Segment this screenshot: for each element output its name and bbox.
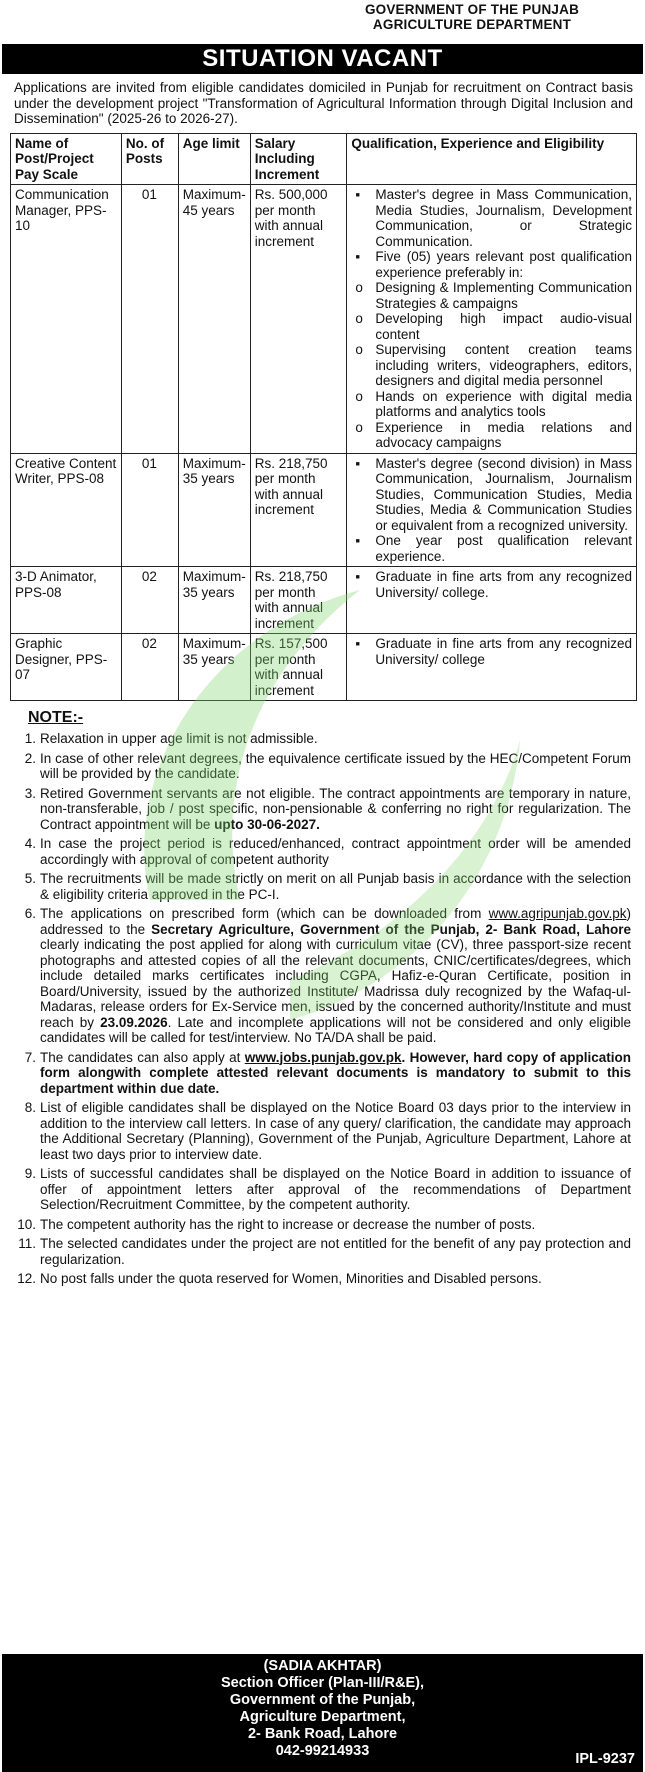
notes-section xyxy=(0,701,645,1287)
note-number: 5. xyxy=(24,871,36,886)
note-item xyxy=(14,786,631,833)
sub-bullet-icon: o xyxy=(355,311,363,326)
qualification-item xyxy=(351,533,632,564)
signatory-designation: Section Officer (Plan-III/R&E), xyxy=(220,1675,425,1691)
note-text: The recruitments will be made strictly on merit on all Punjab basis in accordance with the selection & eligibility criteria approved in the PC-I. xyxy=(40,871,631,902)
note-text: ) addressed to the xyxy=(40,906,631,937)
salary-cell: Rs. 218,750 per month with annual increment xyxy=(250,567,347,634)
sub-bullet-icon: o xyxy=(355,342,363,357)
note-text: . Late and incomplete applications will not be considered and only eligible candidates will be called for test/interview. No TA/DA shall be paid. xyxy=(40,1014,631,1045)
qualification-cell xyxy=(347,453,637,567)
qualification-text: One year post qualification relevant experience. xyxy=(375,533,632,564)
salary-cell: Rs. 157,500 per month with annual increment xyxy=(250,634,347,701)
notes-list xyxy=(14,731,631,1287)
note-number: 3. xyxy=(24,785,36,801)
notes-heading: NOTE:- xyxy=(28,709,84,726)
note-text: The candidates can also apply at xyxy=(40,1049,245,1065)
note-text: upto 30-06-2027. xyxy=(214,816,320,832)
qualification-item xyxy=(351,187,632,249)
issuer-department: AGRICULTURE DEPARTMENT xyxy=(372,17,572,32)
qualification-item xyxy=(351,456,632,534)
posts-table-body xyxy=(11,185,637,701)
note-link-text: www.agripunjab.gov.pk xyxy=(488,906,627,921)
age-limit-cell: Maximum-35 years xyxy=(178,453,250,567)
note-number: 2. xyxy=(24,750,36,766)
signature-footer xyxy=(2,1654,643,1772)
qualification-text: Supervising content creation teams including writers, videographers, editors, designers and digital media personnel xyxy=(375,342,632,388)
qualification-item xyxy=(351,249,632,280)
note-text: The selected candidates under the project are not entitled for the benefit of any pay protection and regularization. xyxy=(40,1236,631,1267)
note-item xyxy=(14,1236,631,1267)
age-limit-cell: Maximum-35 years xyxy=(178,567,250,634)
qualification-list xyxy=(351,636,632,667)
note-text: The competent authority has the right to increase or decrease the number of posts. xyxy=(40,1216,536,1232)
qualification-text: Master's degree (second division) in Mass Communication, Journalism, Journalism Studies, Communication Studies, Media Studies, Media & Communication Studies or equivalent from a recognized university. xyxy=(375,455,632,533)
note-item xyxy=(14,906,631,1046)
signatory-name: (SADIA AKHTAR) xyxy=(263,1658,382,1674)
note-text: In case the project period is reduced/enhanced, contract appointment order will be amended accordingly with approval of competent authority xyxy=(40,836,631,867)
qualification-cell xyxy=(347,634,637,701)
bullet-icon: ▪ xyxy=(355,455,361,471)
post-name-cell: Creative Content Writer, PPS-08 xyxy=(11,453,122,567)
qualification-item xyxy=(351,389,632,420)
qualification-cell xyxy=(347,567,637,634)
qualification-item xyxy=(351,569,632,600)
qualification-item xyxy=(351,280,632,311)
note-item xyxy=(14,1217,631,1233)
bullet-icon: ▪ xyxy=(355,569,361,584)
qualification-item xyxy=(351,636,632,667)
header-age-limit: Age limit xyxy=(178,133,250,185)
bullet-icon: ▪ xyxy=(355,187,361,202)
note-item xyxy=(14,731,631,747)
qualification-text: Developing high impact audio-visual content xyxy=(375,311,632,342)
note-item xyxy=(14,1166,631,1213)
page-title: SITUATION VACANT xyxy=(2,44,643,74)
note-item xyxy=(14,836,631,867)
qualification-text: Graduate in fine arts from any recognized University/ college xyxy=(375,636,632,667)
qualification-text: Master's degree in Mass Communication, Media Studies, Journalism, Development Communication, or Strategic Communication. xyxy=(375,187,632,249)
issuer-government: GOVERNMENT OF THE PUNJAB xyxy=(364,2,580,17)
sub-bullet-icon: o xyxy=(355,419,363,435)
qualification-text: Hands on experience with digital media platforms and analytics tools xyxy=(375,388,632,419)
note-text: Retired Government servants are not eligible. The contract appointments are temporary in nature, non-transferable, job / post specific, non-pensionable & conferring no right for regularization. The Contract appointment will be xyxy=(40,785,631,832)
header-post-name: Name of Post/Project Pay Scale xyxy=(11,133,122,185)
signatory-phone: 042-99214933 xyxy=(275,1743,370,1759)
header-qualification: Qualification, Experience and Eligibility xyxy=(347,133,637,185)
posts-count-cell: 01 xyxy=(121,453,178,567)
issuer-header xyxy=(0,0,645,44)
note-text: . However, hard copy of application form alongwith complete attested relevant documents is mandatory to submit to this department within due date. xyxy=(40,1049,631,1096)
note-number: 4. xyxy=(24,836,36,851)
note-number: 11. xyxy=(18,1236,36,1251)
note-text: No post falls under the quota reserved for Women, Minorities and Disabled persons. xyxy=(40,1271,542,1286)
qualification-text: Experience in media relations and advocacy campaigns xyxy=(375,419,632,450)
note-item xyxy=(14,1050,631,1097)
qualification-item xyxy=(351,342,632,389)
table-row xyxy=(11,567,637,634)
note-number: 10. xyxy=(17,1216,36,1232)
header-salary: Salary Including Increment xyxy=(250,133,347,185)
age-limit-cell: Maximum-45 years xyxy=(178,185,250,454)
note-number: 6. xyxy=(24,906,36,921)
posts-count-cell: 02 xyxy=(121,634,178,701)
note-item xyxy=(14,751,631,782)
note-text: clearly indicating the post applied for along with curriculum vitae (CV), three passport-size recent photographs and attested copies of all the relevant documents, CNIC/certificates/degrees, which include detailed marks certificates including CGPA, Hafiz-e-Quran Certificate, position in Board/University, issued by the authorized Institute/ Madrissa duly recognized by the Wafaq-ul-Madaras, release orders for Ex-Service men, issued by the concerned authority/Institute and must reach by xyxy=(40,937,631,1030)
qualification-list xyxy=(351,187,632,451)
intro-paragraph: Applications are invited from eligible candidates domiciled in Punjab for recruitment on Contract basis under the development project "Transformation of Agricultural Information through Digital Inclusion and Dissemination" (2025-26 to 2026-27). xyxy=(14,80,633,126)
table-row xyxy=(11,453,637,567)
table-header-row xyxy=(11,133,637,185)
note-link-text: www.jobs.punjab.gov.pk xyxy=(244,1049,402,1065)
advert-reference: IPL-9237 xyxy=(575,1751,635,1767)
post-name-cell: Graphic Designer, PPS-07 xyxy=(11,634,122,701)
posts-count-cell: 01 xyxy=(121,185,178,454)
signatory-government: Government of the Punjab, xyxy=(229,1692,416,1708)
note-text: Lists of successful candidates shall be displayed on the Notice Board in addition to issuance of offer of appointment letters after approval of the recommendations of Department Selection/Recruitment Committee, by the competent authority. xyxy=(40,1166,631,1212)
table-row xyxy=(11,634,637,701)
qualification-text: Graduate in fine arts from any recognized University/ college. xyxy=(375,569,632,600)
note-item xyxy=(14,1100,631,1162)
signatory-address: 2- Bank Road, Lahore xyxy=(247,1726,398,1742)
sub-bullet-icon: o xyxy=(355,280,363,295)
post-name-cell: Communication Manager, PPS-10 xyxy=(11,185,122,454)
signatory-department: Agriculture Department, xyxy=(239,1709,406,1725)
note-number: 9. xyxy=(24,1166,36,1181)
note-text: The applications on prescribed form (which can be downloaded from xyxy=(40,906,489,921)
qualification-text: Five (05) years relevant post qualification experience preferably in: xyxy=(375,249,632,280)
qualification-list xyxy=(351,569,632,600)
table-row xyxy=(11,185,637,454)
salary-cell: Rs. 218,750 per month with annual increment xyxy=(250,453,347,567)
qualification-text: Designing & Implementing Communication Strategies & campaigns xyxy=(375,280,632,311)
bullet-icon: ▪ xyxy=(355,249,361,264)
age-limit-cell: Maximum-35 years xyxy=(178,634,250,701)
qualification-item xyxy=(351,420,632,451)
note-number: 7. xyxy=(24,1049,36,1065)
note-text: Relaxation in upper age limit is not admissible. xyxy=(40,731,318,746)
post-name-cell: 3-D Animator, PPS-08 xyxy=(11,567,122,634)
note-number: 8. xyxy=(24,1100,36,1115)
note-item xyxy=(14,871,631,902)
sub-bullet-icon: o xyxy=(355,388,363,404)
note-text: List of eligible candidates shall be displayed on the Notice Board 03 days prior to the interview in addition to the interview call letters. In case of any query/ clarification, the candidate may approach the Additional Secretary (Planning), Government of the Punjab, Agriculture Department, Lahore at least two days prior to interview date. xyxy=(40,1100,631,1162)
note-number: 12. xyxy=(17,1271,36,1286)
posts-count-cell: 02 xyxy=(121,567,178,634)
header-posts-count: No. of Posts xyxy=(121,133,178,185)
qualification-cell xyxy=(347,185,637,454)
qualification-list xyxy=(351,456,632,565)
salary-cell: Rs. 500,000 per month with annual increment xyxy=(250,185,347,454)
qualification-item xyxy=(351,311,632,342)
note-number: 1. xyxy=(24,731,36,746)
note-item xyxy=(14,1271,631,1287)
note-text: Secretary Agriculture, Government of the Punjab, 2- Bank Road, Lahore xyxy=(151,921,631,937)
bullet-icon: ▪ xyxy=(355,636,361,651)
bullet-icon: ▪ xyxy=(355,533,361,548)
note-text: In case of other relevant degrees, the equivalence certificate issued by the HEC/Competent Forum will be provided by the candidate. xyxy=(40,750,631,781)
posts-table xyxy=(10,133,637,702)
note-text: 23.09.2026 xyxy=(100,1014,168,1030)
